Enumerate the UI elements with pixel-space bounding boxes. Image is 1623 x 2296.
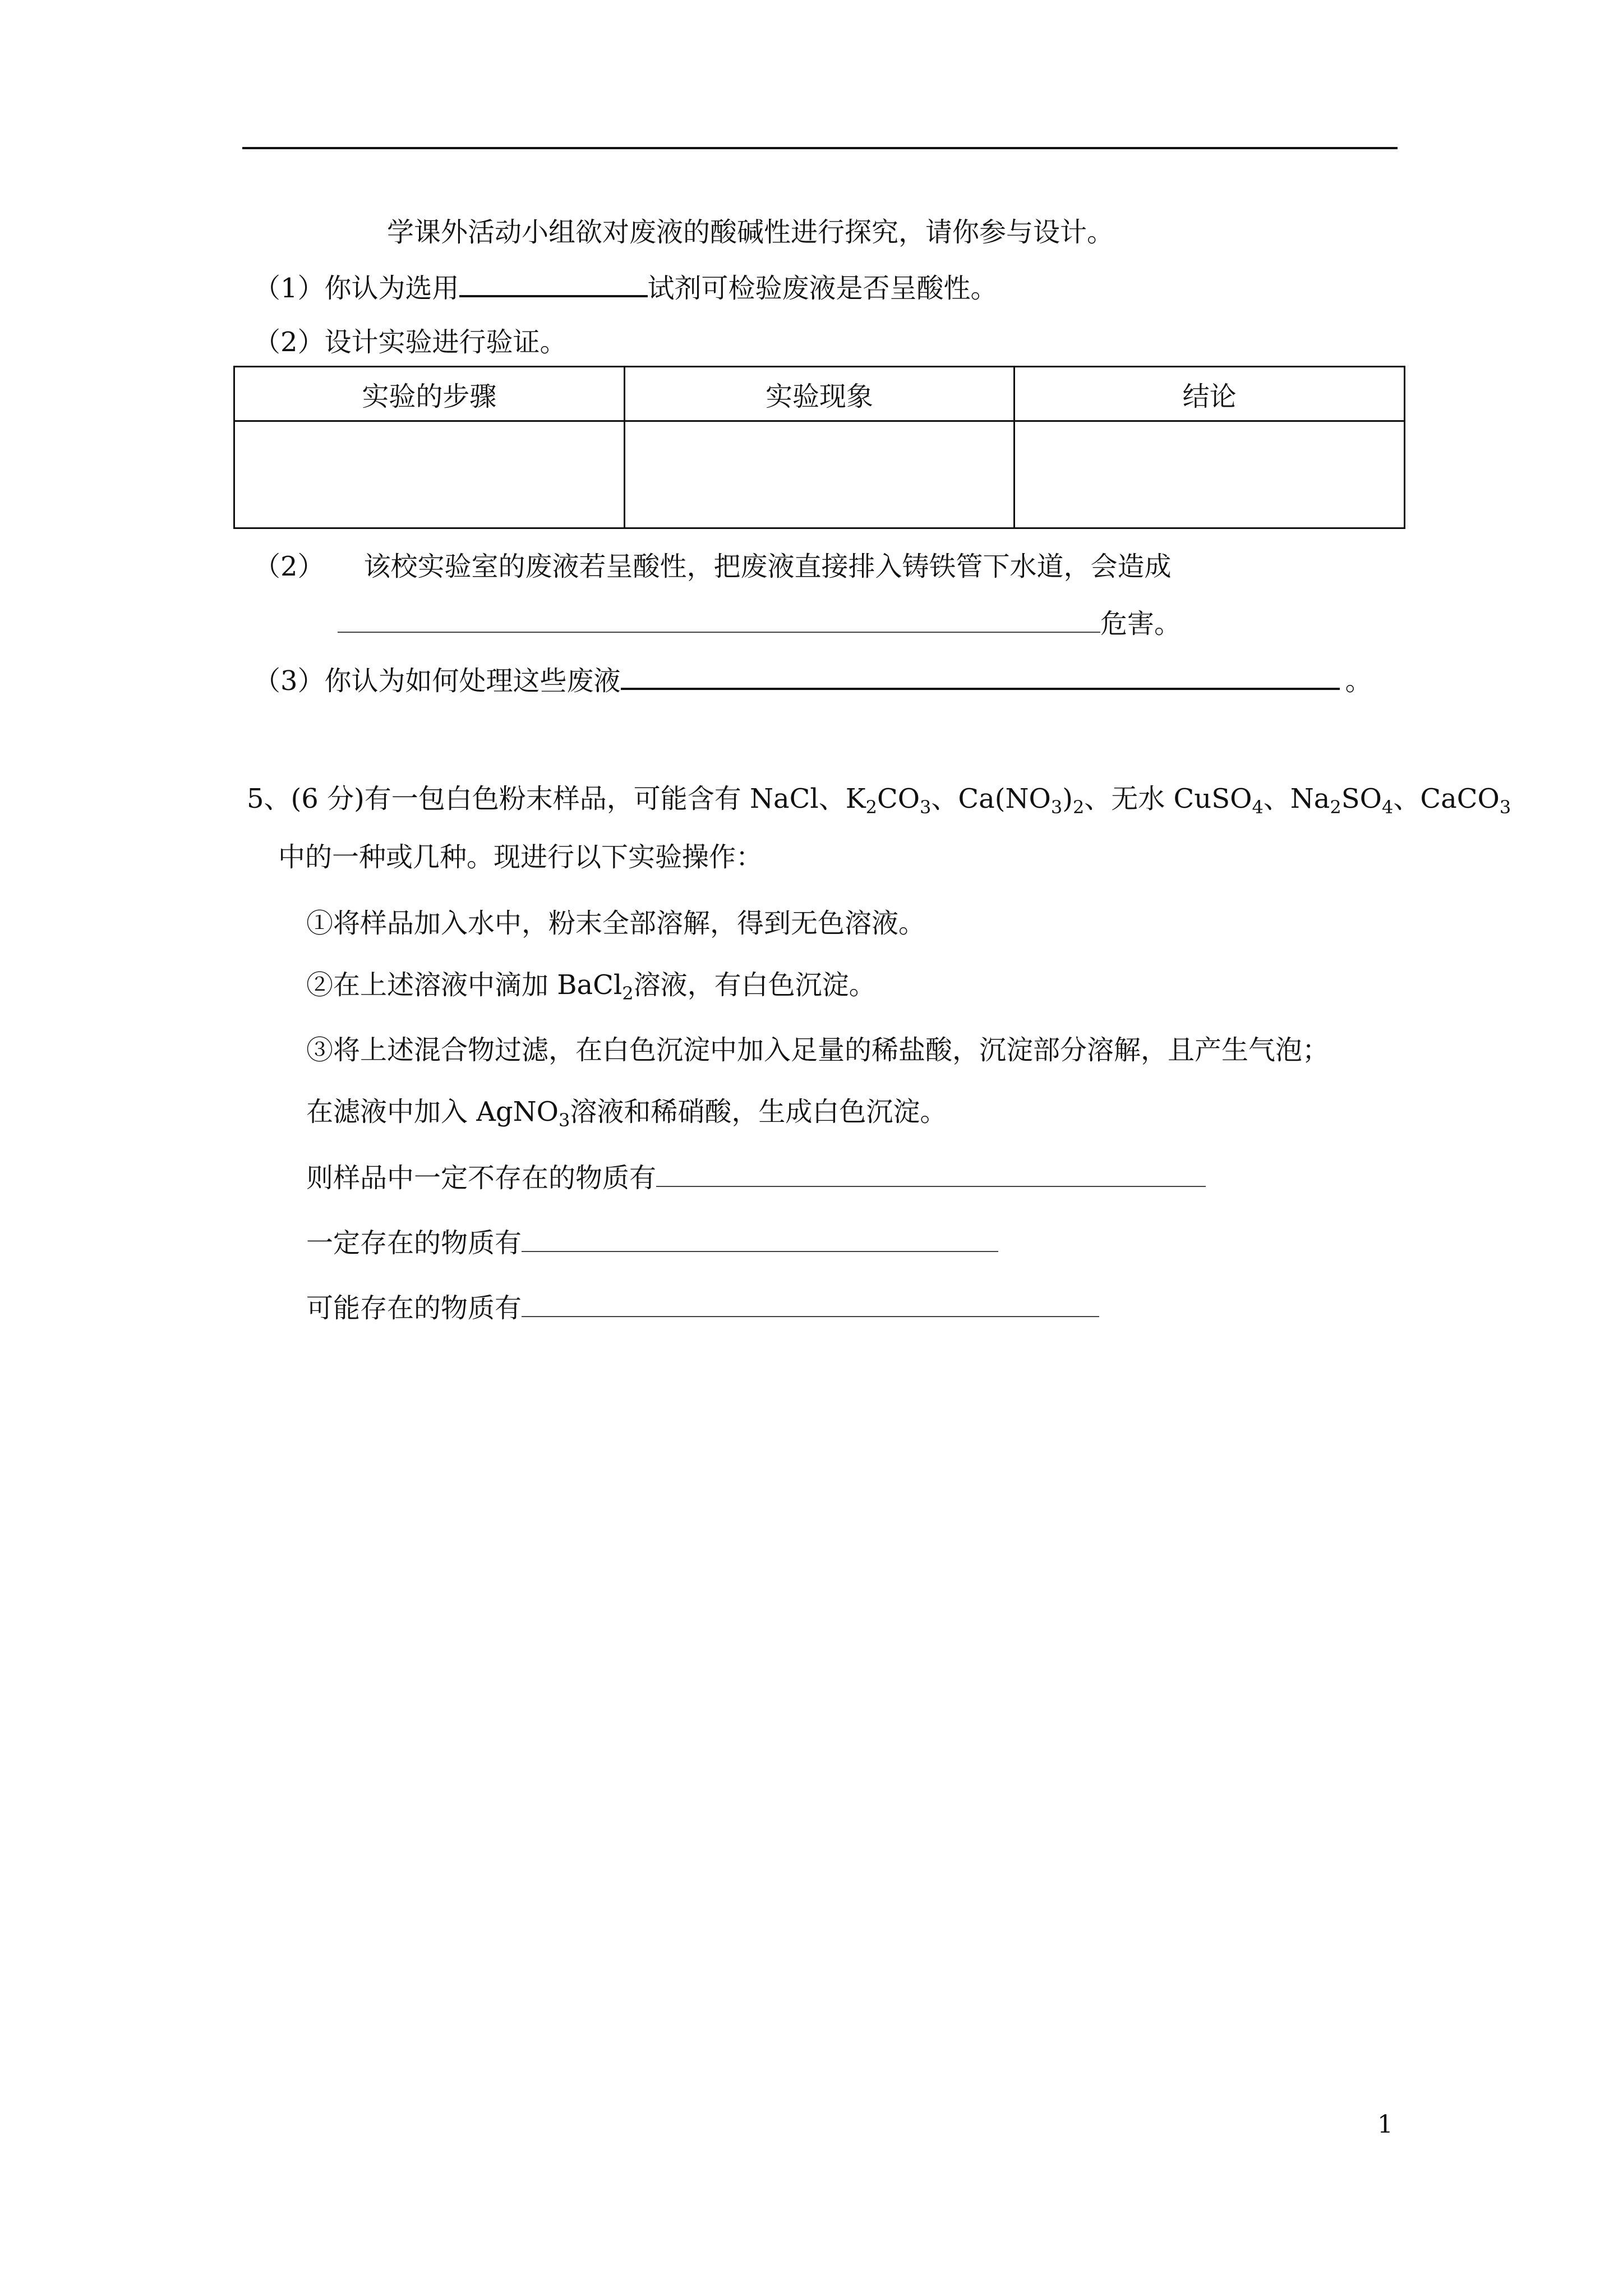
step-3-text: 溶液和稀硝酸，生成白色沉淀。 <box>570 1096 947 1128</box>
subscript: 4 <box>1252 797 1264 818</box>
table-cell-conclusion[interactable] <box>1015 421 1405 528</box>
answer-not-present <box>306 1160 1206 1196</box>
answer-blank-possible[interactable] <box>522 1294 1099 1317</box>
question-1-suffix: 试剂可检验废液是否呈酸性。 <box>647 273 998 304</box>
answer-blank-present[interactable] <box>522 1228 998 1252</box>
question-1 <box>253 270 998 306</box>
table-header-row <box>234 367 1405 421</box>
subscript: 2 <box>1330 797 1341 818</box>
question-5-stem <box>247 781 1511 817</box>
question-1-prefix: （1）你认为选用 <box>253 273 459 304</box>
answer-blank-not-present[interactable] <box>656 1163 1206 1187</box>
question-2b <box>253 549 1172 585</box>
stem-part: 、CaCO <box>1393 783 1500 815</box>
step-2-text: ②在上述溶液中滴加 BaCl <box>306 969 623 1001</box>
question-2-title: （2）设计实验进行验证。 <box>253 326 567 358</box>
step-3-line1: ③将上述混合物过滤，在白色沉淀中加入足量的稀盐酸，沉淀部分溶解，且产生气泡； <box>306 1034 1330 1066</box>
question-2b-suffix: 危害。 <box>1100 608 1182 639</box>
subscript: 3 <box>1050 797 1063 818</box>
question-2b-prefix: （2） <box>253 551 325 582</box>
page-number: 1 <box>1377 2110 1393 2139</box>
header-rule <box>242 147 1398 149</box>
answer-possible-label: 可能存在的物质有 <box>306 1292 522 1324</box>
step-2-text: 溶液，有白色沉淀。 <box>633 969 876 1001</box>
question-5-stem-line2: 中的一种或几种。现进行以下实验操作： <box>278 841 763 873</box>
table-header-conclusion: 结论 <box>1015 367 1405 421</box>
table-row <box>234 421 1405 528</box>
subscript: 4 <box>1382 797 1394 818</box>
subscript: 3 <box>559 1110 570 1131</box>
stem-part: SO <box>1341 783 1382 815</box>
question-3-prefix: （3）你认为如何处理这些废液 <box>253 665 621 697</box>
step-1: ①将样品加入水中，粉末全部溶解，得到无色溶液。 <box>306 908 926 939</box>
step-3-text: 在滤液中加入 AgNO <box>306 1096 559 1128</box>
table-cell-phenomenon[interactable] <box>624 421 1015 528</box>
subscript: 2 <box>865 797 877 818</box>
stem-part: ) <box>1062 783 1073 815</box>
answer-blank-treatment[interactable] <box>621 665 1340 690</box>
answer-present-label: 一定存在的物质有 <box>306 1227 522 1259</box>
question-2b-answer-line <box>338 606 1181 642</box>
section4-intro: 学课外活动小组欲对废液的酸碱性进行探究，请你参与设计。 <box>387 217 1114 248</box>
step-2 <box>306 967 876 1003</box>
subscript: 2 <box>622 983 634 1004</box>
answer-present <box>306 1225 998 1261</box>
question-3 <box>253 663 1372 699</box>
subscript: 3 <box>1499 797 1511 818</box>
step-3-line2 <box>306 1094 947 1130</box>
stem-part: 、Na <box>1263 783 1330 815</box>
subscript: 2 <box>1072 797 1085 818</box>
table-cell-steps[interactable] <box>234 421 625 528</box>
table-header-steps: 实验的步骤 <box>234 367 625 421</box>
question-2b-text: 该校实验室的废液若呈酸性，把废液直接排入铸铁管下水道，会造成 <box>363 551 1172 582</box>
stem-part: 、无水 CuSO <box>1084 783 1252 815</box>
subscript: 3 <box>920 797 932 818</box>
answer-blank-hazard[interactable] <box>338 609 1100 633</box>
stem-part: 5、(6 分)有一包白色粉末样品，可能含有 NaCl、K <box>247 783 866 815</box>
answer-possible <box>306 1290 1099 1326</box>
table-header-phenomenon: 实验现象 <box>624 367 1015 421</box>
answer-blank-reagent[interactable] <box>459 273 648 297</box>
stem-part: 、Ca(NO <box>931 783 1051 815</box>
question-3-suffix: 。 <box>1345 665 1372 697</box>
experiment-table <box>233 366 1405 529</box>
stem-part: CO <box>877 783 920 815</box>
answer-not-present-label: 则样品中一定不存在的物质有 <box>306 1162 657 1194</box>
